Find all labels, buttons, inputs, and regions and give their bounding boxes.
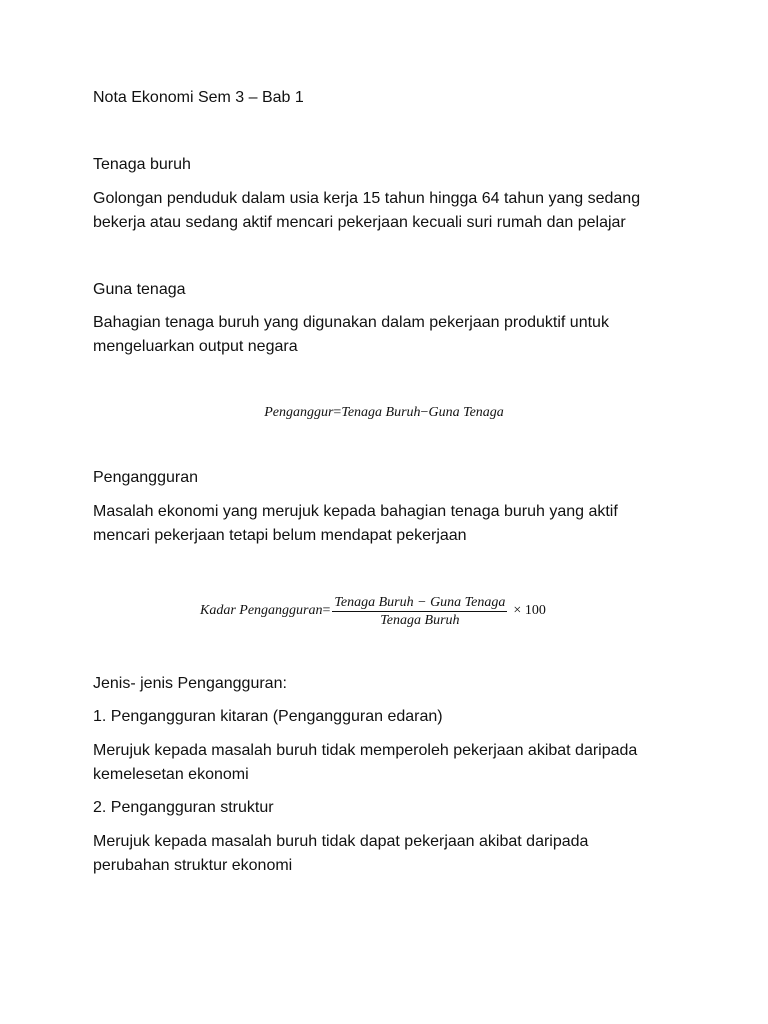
section-body-line: Bahagian tenaga buruh yang digunakan dalam pekerjaan produktif untuk: [93, 314, 609, 331]
formula-term: Guna Tenaga: [428, 405, 504, 420]
formula-minus: −: [420, 405, 429, 420]
section-heading-guna-tenaga: Guna tenaga: [93, 281, 186, 298]
section-heading-pengangguran: Pengangguran: [93, 469, 198, 486]
section-body-line: Golongan penduduk dalam usia kerja 15 tahun hingga 64 tahun yang sedang: [93, 190, 641, 207]
type-item-body-line: Merujuk kepada masalah buruh tidak memperoleh pekerjaan akibat daripada: [93, 742, 638, 759]
formula-times: ×: [513, 603, 522, 618]
fraction-numerator: Tenaga Buruh − Guna Tenaga: [334, 594, 506, 610]
formula-factor: 100: [524, 603, 546, 618]
type-item-title: 2. Pengangguran struktur: [93, 799, 274, 816]
formula-kadar-pengangguran: [200, 592, 546, 630]
section-body-line: mencari pekerjaan tetapi belum mendapat pekerjaan: [93, 527, 467, 544]
section-body-line: bekerja atau sedang aktif mencari pekerjaan kecuali suri rumah dan pelajar: [93, 214, 626, 231]
formula-lhs: Penganggur: [264, 405, 334, 420]
type-item-body-line: perubahan struktur ekonomi: [93, 857, 293, 874]
section-heading-tenaga-buruh: Tenaga buruh: [93, 156, 191, 173]
section-body-line: mengeluarkan output negara: [93, 338, 298, 355]
section-body-line: Masalah ekonomi yang merujuk kepada bahagian tenaga buruh yang aktif: [93, 503, 618, 520]
formula-equals: =: [322, 603, 331, 618]
document-title: Nota Ekonomi Sem 3 – Bab 1: [93, 89, 304, 106]
formula-equals: =: [333, 405, 342, 420]
type-item-title: 1. Pengangguran kitaran (Pengangguran edaran): [93, 708, 443, 725]
formula-penganggur: [0, 404, 768, 422]
formula-term: Tenaga Buruh: [341, 405, 421, 420]
type-item-body-line: kemelesetan ekonomi: [93, 766, 249, 783]
fraction-denominator: Tenaga Buruh: [380, 612, 460, 628]
formula-fraction: [332, 594, 507, 629]
types-heading: Jenis- jenis Pengangguran:: [93, 675, 287, 692]
type-item-body-line: Merujuk kepada masalah buruh tidak dapat pekerjaan akibat daripada: [93, 833, 589, 850]
formula-lhs: Kadar Pengangguran: [200, 603, 323, 618]
